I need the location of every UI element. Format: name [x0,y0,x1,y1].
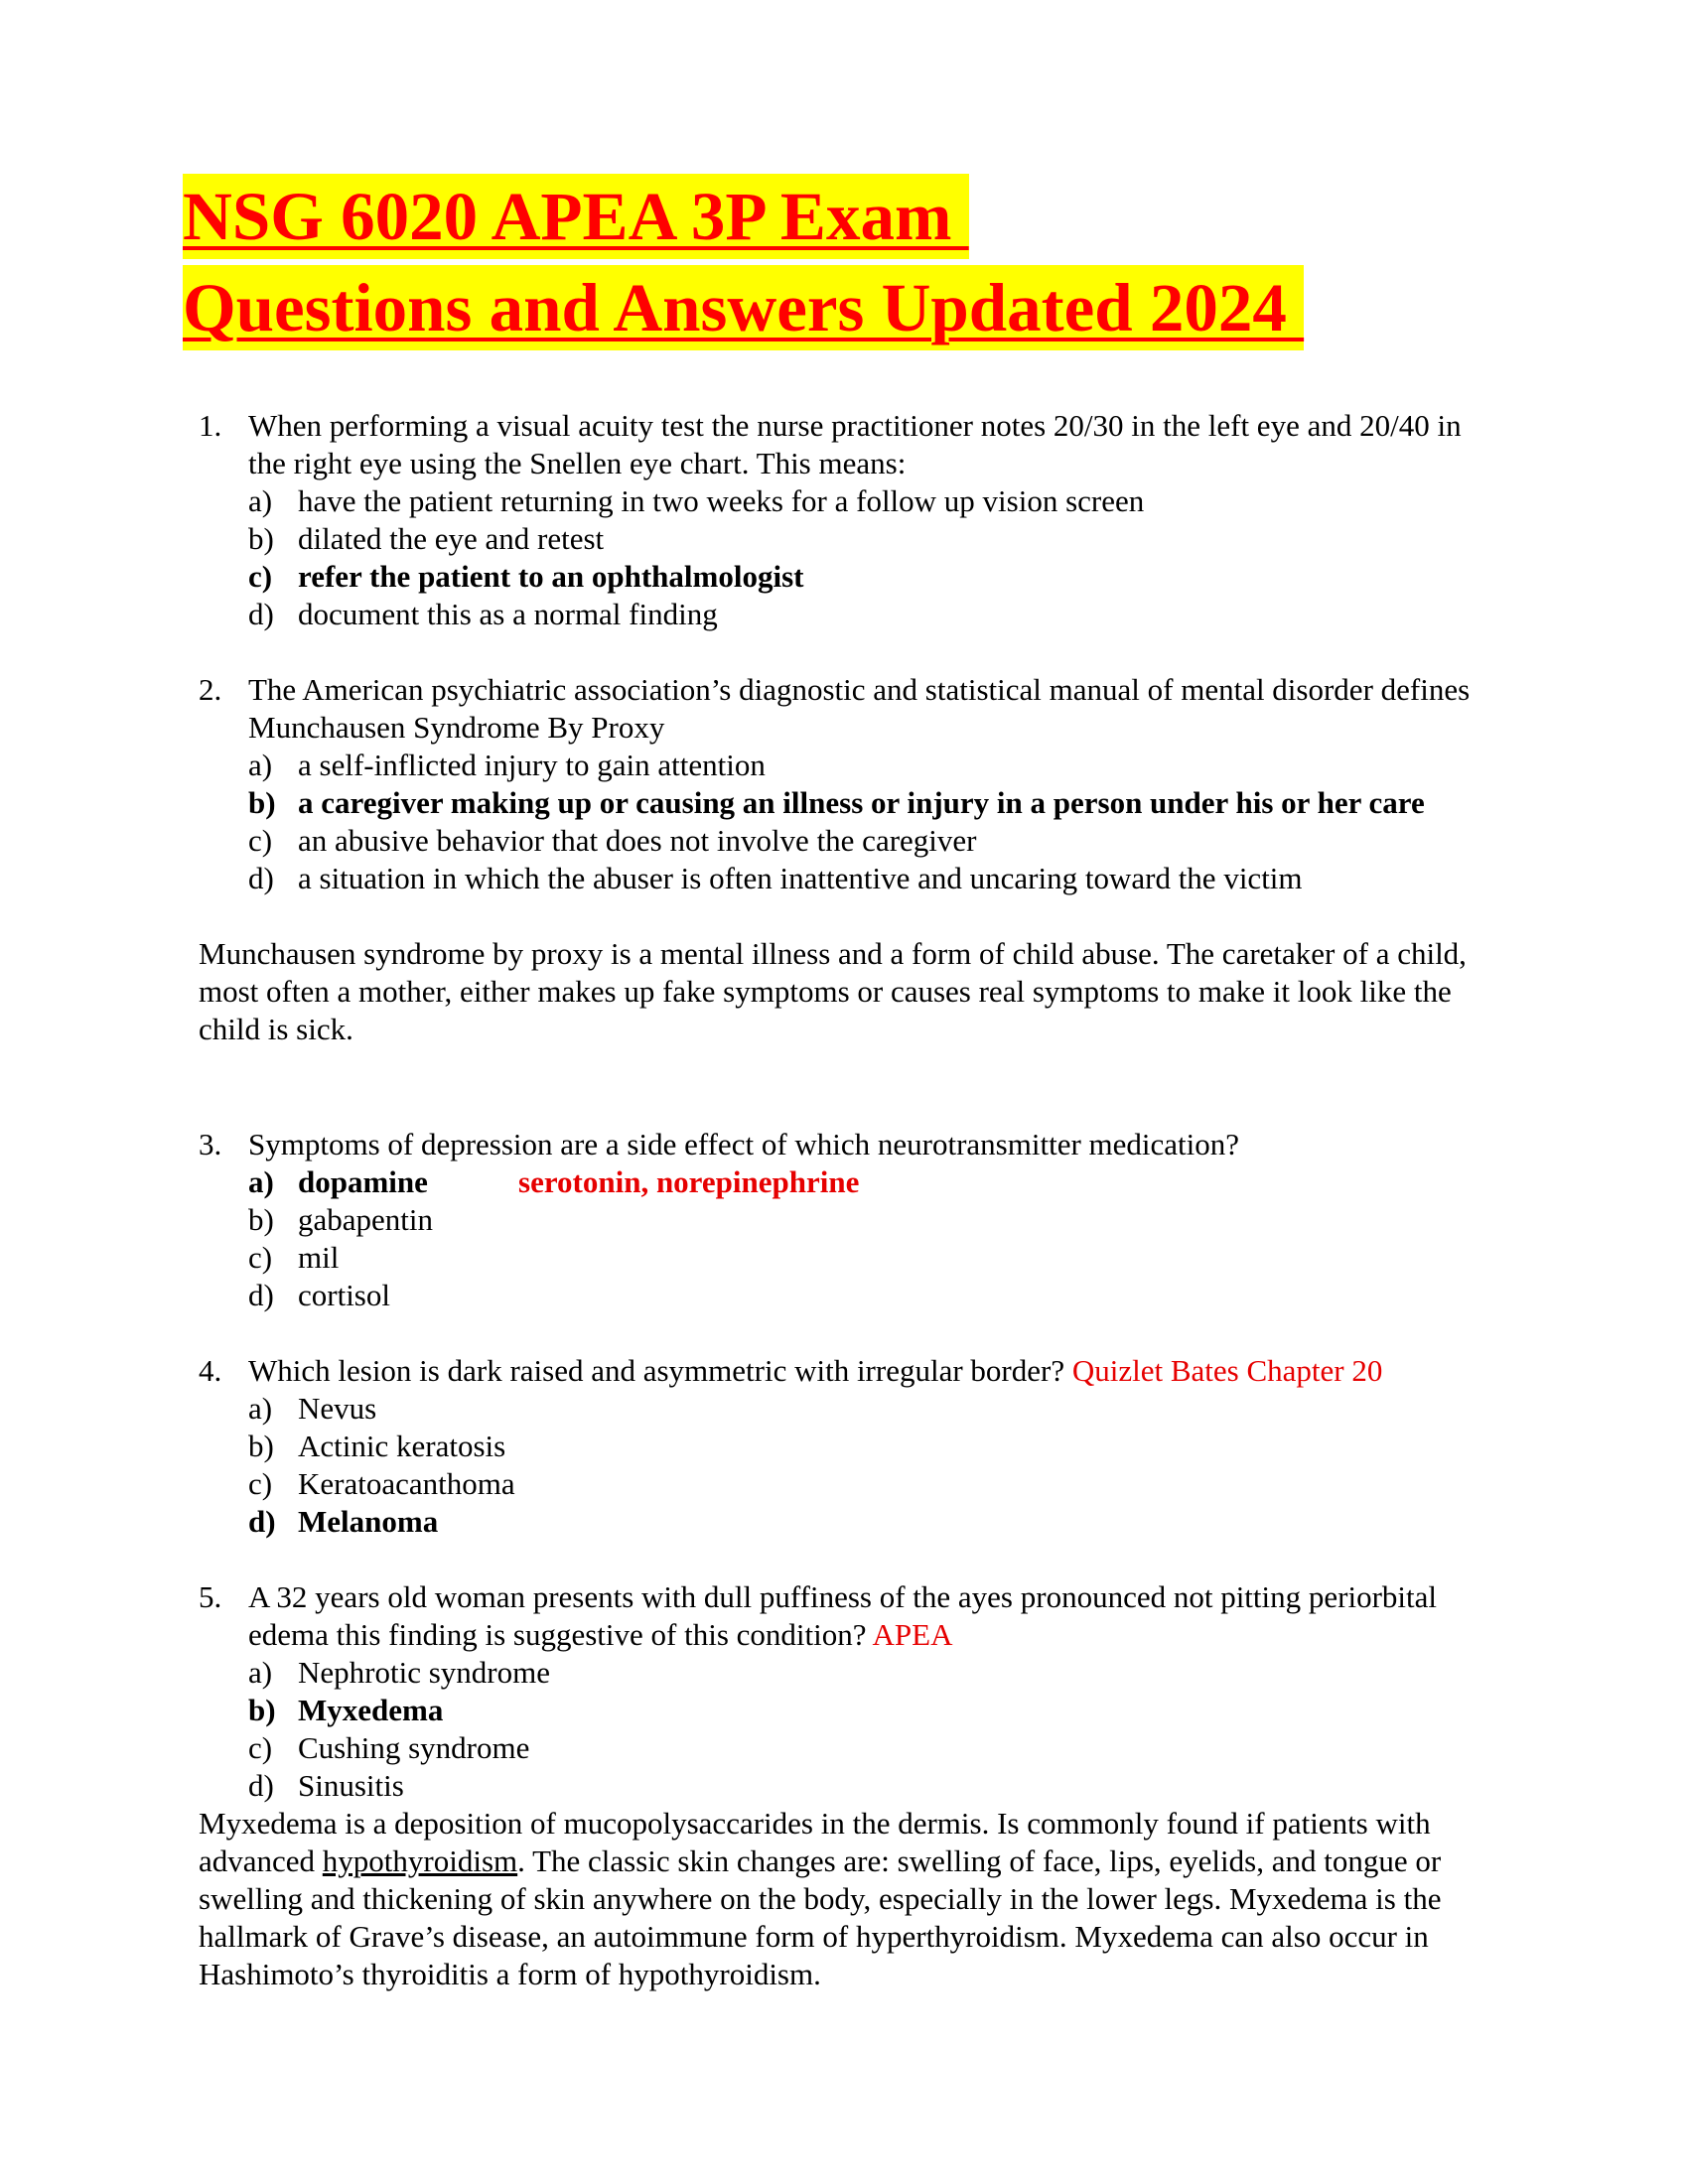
title-line-2: Questions and Answers Updated 2024 [183,265,1304,350]
question-stem: Which lesion is dark raised and asymmetric with irregular border? Quizlet Bates Chapter 20 [248,1353,1383,1388]
option-a-correct: a) dopamine serotonin, norepinephrine [248,1164,860,1199]
option-d-correct: d) Melanoma [248,1504,439,1539]
question-2 [199,671,1489,897]
question-number: 4. [199,1353,222,1388]
option-a: a) have the patient returning in two weeks for a follow up vision screen [248,483,1145,518]
option-a: a) Nephrotic syndrome [248,1655,550,1690]
option-c-correct: c) refer the patient to an ophthalmologist [248,559,804,594]
option-c: c) Keratoacanthoma [248,1466,515,1501]
option-d: d) cortisol [248,1278,390,1312]
option-a: a) Nevus [248,1391,377,1426]
option-c: c) mil [248,1240,340,1275]
question-number: 1. [199,408,222,443]
question-stem: When performing a visual acuity test the nurse practitioner notes 20/30 in the left eye and 20/40 in the right eye using the Snellen eye chart. This means: [248,408,1462,480]
question-3 [199,1126,1489,1314]
explanation-5: Myxedema is a deposition of mucopolysaccarides in the dermis. Is commonly found if patients with advanced hypothyroidism. The classic skin changes are: swelling of face, lips, eyelids, and tongue or swelling and thickening of skin anywhere on the body, especially in the lower legs. Myxedema is the hallmark of Grave’s disease, an autoimmune form of hyperthyroidism. Myxedema can also occur in Hashimoto’s thyroiditis a form of hypothyroidism. [199,1806,1442,1991]
option-b-correct: b) Myxedema [248,1693,444,1727]
question-stem: Symptoms of depression are a side effect of which neurotransmitter medication? [248,1127,1240,1161]
option-d: d) Sinusitis [248,1768,404,1803]
title-line-1: NSG 6020 APEA 3P Exam [183,174,969,259]
option-d: d) a situation in which the abuser is often inattentive and uncaring toward the victim [248,861,1303,895]
question-1 [199,407,1489,633]
explanation-2: Munchausen syndrome by proxy is a mental illness and a form of child abuse. The caretaker of a child, most often a mother, either makes up fake symptoms or causes real symptoms to make it look like the child is sick. [199,936,1467,1046]
option-a: a) a self-inflicted injury to gain attention [248,748,766,782]
questions-list [199,407,1489,1993]
question-number: 2. [199,672,222,707]
question-stem: A 32 years old woman presents with dull puffiness of the ayes pronounced not pitting periorbital edema this finding is suggestive of this condition? APEA [248,1579,1438,1652]
question-source: Quizlet Bates Chapter 20 [1071,1353,1383,1388]
question-number: 5. [199,1579,222,1614]
hypothyroidism-link[interactable]: hypothyroidism [322,1843,518,1878]
option-b: b) gabapentin [248,1202,434,1237]
question-4 [199,1352,1489,1541]
option-b-correct: b) a caregiver making up or causing an illness or injury in a person under his or her care [248,785,1425,820]
question-source: APEA [872,1617,953,1652]
document-title [183,174,1304,356]
option-c: c) Cushing syndrome [248,1730,530,1765]
option-c: c) an abusive behavior that does not involve the caregiver [248,823,977,858]
answer-annotation: serotonin, norepinephrine [518,1164,860,1199]
option-b: b) Actinic keratosis [248,1429,506,1463]
question-5 [199,1578,1489,1805]
option-d: d) document this as a normal finding [248,597,718,631]
question-number: 3. [199,1127,222,1161]
question-stem: The American psychiatric association’s diagnostic and statistical manual of mental disorder defines Munchausen Syndrome By Proxy [248,672,1471,745]
option-b: b) dilated the eye and retest [248,521,605,556]
